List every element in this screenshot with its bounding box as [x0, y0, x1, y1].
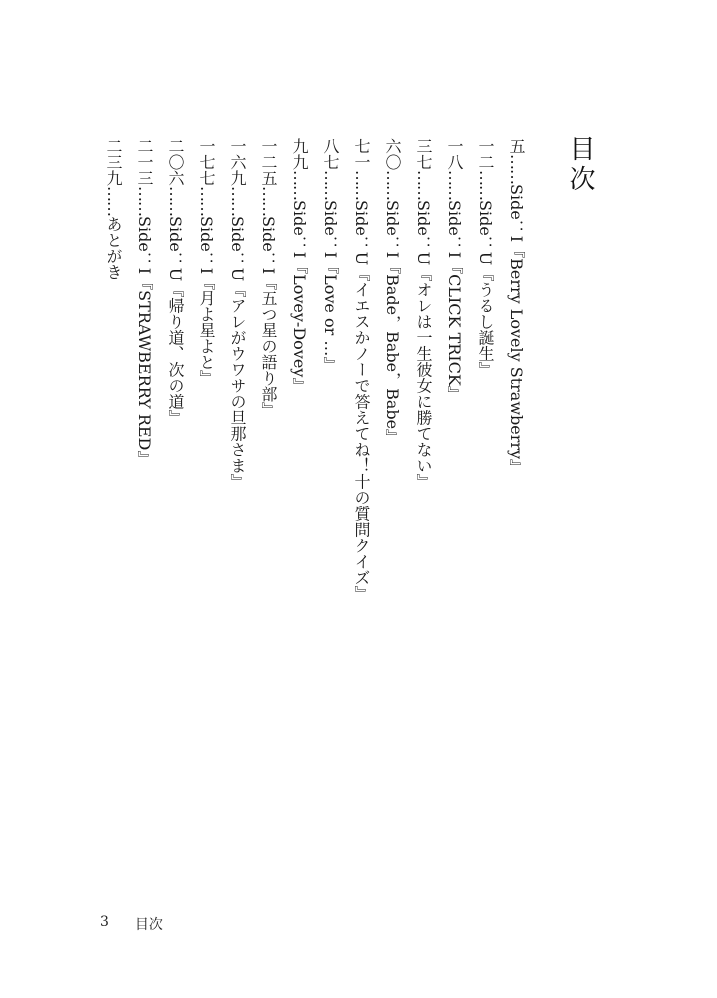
toc-entry[interactable] — [439, 138, 470, 698]
toc-leader: …… — [135, 186, 154, 216]
toc-entry-title: Side：I『Berry Lovely Strawberry』 — [507, 184, 526, 476]
toc-entry-title: Side：I『CLICK TRICK』 — [445, 200, 464, 402]
toc-entry-title: Side：I『Love or …』 — [321, 200, 340, 373]
toc-entry[interactable] — [98, 138, 129, 698]
toc-entry-title: Side：U『アレがウワサの旦那さま』 — [228, 216, 247, 490]
toc-entry-title: Side：U『イエスかノーで答えてね！十の質問クイズ』 — [352, 200, 371, 602]
toc-entry[interactable] — [129, 138, 160, 698]
toc-entry[interactable] — [222, 138, 253, 698]
toc-leader: …… — [290, 170, 309, 200]
toc-leader: …… — [259, 186, 278, 216]
toc-entry-title: Side：I『五つ星の語り部』 — [259, 216, 278, 419]
toc-entry-title: Side：I『STRAWBERRY RED』 — [135, 216, 154, 467]
toc-title: 目次 — [565, 135, 595, 195]
toc-entry[interactable] — [346, 138, 377, 698]
toc-entry-title: Side：I『月よ星よと』 — [197, 216, 216, 387]
toc-leader: …… — [228, 186, 247, 216]
toc-page-number: 七一 — [352, 138, 371, 170]
toc-entry[interactable] — [160, 138, 191, 698]
toc-leader: …… — [476, 170, 495, 200]
toc-entry-title: Side：U『うるし誕生』 — [476, 200, 495, 378]
toc-entry[interactable] — [253, 138, 284, 698]
toc-page-number: 一二 — [476, 138, 495, 170]
toc-page-number: 二一三 — [135, 138, 154, 186]
toc-leader: …… — [445, 170, 464, 200]
toc-entry[interactable] — [377, 138, 408, 698]
toc-leader: …… — [507, 154, 526, 184]
toc-leader: …… — [321, 170, 340, 200]
toc-page-number: 一二五 — [259, 138, 278, 186]
toc-entry[interactable] — [501, 138, 532, 698]
toc-entry[interactable] — [191, 138, 222, 698]
toc-entry-title: Side：I『Bade，Babe，Babe』 — [383, 200, 402, 446]
toc-page-number: 三七 — [414, 138, 433, 170]
toc-entry-title: あとがき — [104, 216, 123, 280]
toc-leader: …… — [166, 186, 185, 216]
toc-page-number: 一八 — [445, 138, 464, 170]
toc-page-number: 二〇六 — [166, 138, 185, 186]
toc-leader: …… — [352, 170, 371, 200]
toc-entry-title: Side：U『帰り道、次の道』 — [166, 216, 185, 426]
page-footer — [100, 914, 163, 934]
toc-entry[interactable] — [408, 138, 439, 698]
toc-entry[interactable] — [315, 138, 346, 698]
toc-page-number: 九九 — [290, 138, 309, 170]
toc-entry[interactable] — [284, 138, 315, 698]
toc-list — [92, 138, 532, 698]
toc-entry-title: Side：I『Lovey-Dovey』 — [290, 200, 309, 394]
toc-page-number: 六〇 — [383, 138, 402, 170]
toc-page-number: 二三九 — [104, 138, 123, 186]
toc-leader: …… — [197, 186, 216, 216]
toc-page-number: 八七 — [321, 138, 340, 170]
toc-entry[interactable] — [470, 138, 501, 698]
footer-page-number: 3 — [100, 914, 109, 930]
toc-leader: …… — [383, 170, 402, 200]
toc-leader: …… — [104, 186, 123, 216]
toc-page-number: 五 — [507, 138, 526, 154]
toc-page-number: 一七七 — [197, 138, 216, 186]
toc-page-number: 一六九 — [228, 138, 247, 186]
footer-section-title: 目次 — [134, 917, 163, 933]
toc-leader: …… — [414, 170, 433, 200]
toc-entry-title: Side：U『オレは一生彼女に勝てない』 — [414, 200, 433, 490]
